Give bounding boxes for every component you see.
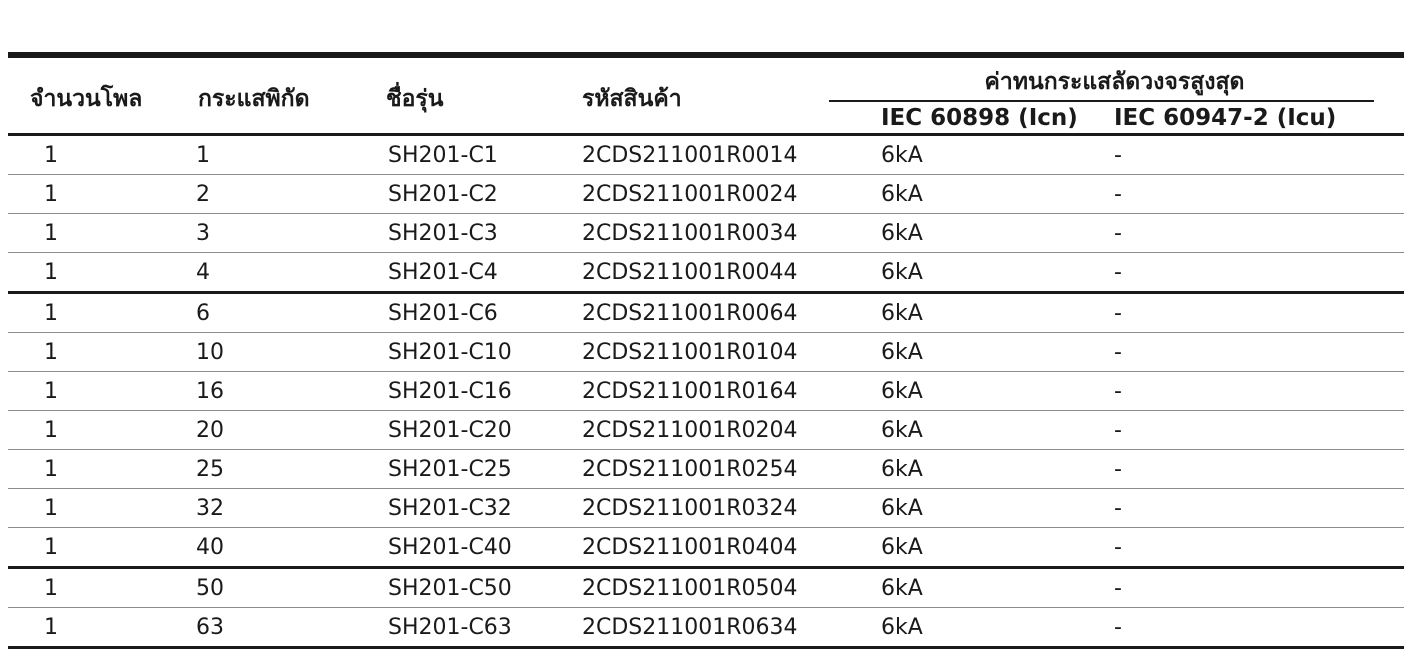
table-row xyxy=(8,333,1404,372)
table-row xyxy=(8,608,1404,648)
cell-icu: - xyxy=(1092,411,1404,450)
table-row xyxy=(8,450,1404,489)
cell-code: 2CDS211001R0634 xyxy=(562,608,825,648)
cell-icn: 6kA xyxy=(825,293,1092,333)
cell-icu: - xyxy=(1092,489,1404,528)
cell-icu: - xyxy=(1092,293,1404,333)
table-row xyxy=(8,411,1404,450)
cell-poles: 1 xyxy=(8,608,188,648)
cell-icn: 6kA xyxy=(825,608,1092,648)
header-model: ชื่อรุ่น xyxy=(386,85,444,112)
table-row xyxy=(8,214,1404,253)
cell-poles: 1 xyxy=(8,568,188,608)
cell-icu: - xyxy=(1092,214,1404,253)
cell-icn: 6kA xyxy=(825,214,1092,253)
cell-icn: 6kA xyxy=(825,568,1092,608)
cell-poles: 1 xyxy=(8,253,188,293)
header-iec-60947: IEC 60947-2 (Icu) xyxy=(1114,104,1337,131)
cell-current: 40 xyxy=(188,528,376,568)
header-iec-60898: IEC 60898 (Icn) xyxy=(881,104,1078,131)
cell-model: SH201-C20 xyxy=(376,411,562,450)
table-row xyxy=(8,175,1404,214)
product-spec-table xyxy=(8,52,1404,649)
cell-icn: 6kA xyxy=(825,450,1092,489)
cell-code: 2CDS211001R0164 xyxy=(562,372,825,411)
cell-poles: 1 xyxy=(8,214,188,253)
cell-poles: 1 xyxy=(8,450,188,489)
cell-icn: 6kA xyxy=(825,528,1092,568)
cell-code: 2CDS211001R0324 xyxy=(562,489,825,528)
cell-current: 50 xyxy=(188,568,376,608)
cell-poles: 1 xyxy=(8,175,188,214)
table-row xyxy=(8,135,1404,175)
cell-current: 25 xyxy=(188,450,376,489)
cell-icu: - xyxy=(1092,135,1404,175)
cell-poles: 1 xyxy=(8,135,188,175)
cell-poles: 1 xyxy=(8,489,188,528)
cell-code: 2CDS211001R0254 xyxy=(562,450,825,489)
table-row xyxy=(8,528,1404,568)
cell-icn: 6kA xyxy=(825,372,1092,411)
table-row xyxy=(8,253,1404,293)
cell-icu: - xyxy=(1092,372,1404,411)
cell-icu: - xyxy=(1092,175,1404,214)
cell-model: SH201-C4 xyxy=(376,253,562,293)
cell-model: SH201-C32 xyxy=(376,489,562,528)
cell-model: SH201-C40 xyxy=(376,528,562,568)
cell-code: 2CDS211001R0044 xyxy=(562,253,825,293)
cell-model: SH201-C1 xyxy=(376,135,562,175)
table-body xyxy=(8,135,1404,648)
cell-poles: 1 xyxy=(8,293,188,333)
header-breaking-capacity-group xyxy=(825,55,1404,102)
header-poles: จำนวนโพล xyxy=(30,85,143,112)
table-header xyxy=(8,55,1404,135)
cell-model: SH201-C6 xyxy=(376,293,562,333)
cell-current: 63 xyxy=(188,608,376,648)
cell-icn: 6kA xyxy=(825,333,1092,372)
cell-model: SH201-C63 xyxy=(376,608,562,648)
cell-icu: - xyxy=(1092,450,1404,489)
table-row xyxy=(8,568,1404,608)
table-row xyxy=(8,489,1404,528)
cell-current: 20 xyxy=(188,411,376,450)
cell-current: 16 xyxy=(188,372,376,411)
cell-poles: 1 xyxy=(8,411,188,450)
cell-code: 2CDS211001R0024 xyxy=(562,175,825,214)
cell-poles: 1 xyxy=(8,333,188,372)
cell-icn: 6kA xyxy=(825,253,1092,293)
cell-current: 2 xyxy=(188,175,376,214)
header-product-code: รหัสสินค้า xyxy=(582,85,682,112)
cell-code: 2CDS211001R0404 xyxy=(562,528,825,568)
cell-current: 10 xyxy=(188,333,376,372)
cell-code: 2CDS211001R0014 xyxy=(562,135,825,175)
cell-poles: 1 xyxy=(8,372,188,411)
cell-code: 2CDS211001R0064 xyxy=(562,293,825,333)
cell-icn: 6kA xyxy=(825,489,1092,528)
cell-icu: - xyxy=(1092,528,1404,568)
cell-model: SH201-C50 xyxy=(376,568,562,608)
cell-icn: 6kA xyxy=(825,135,1092,175)
cell-model: SH201-C10 xyxy=(376,333,562,372)
header-rated-current: กระแสพิกัด xyxy=(198,85,310,112)
cell-code: 2CDS211001R0034 xyxy=(562,214,825,253)
cell-current: 4 xyxy=(188,253,376,293)
cell-code: 2CDS211001R0104 xyxy=(562,333,825,372)
cell-code: 2CDS211001R0504 xyxy=(562,568,825,608)
cell-current: 3 xyxy=(188,214,376,253)
cell-current: 32 xyxy=(188,489,376,528)
cell-icu: - xyxy=(1092,608,1404,648)
cell-current: 1 xyxy=(188,135,376,175)
cell-model: SH201-C3 xyxy=(376,214,562,253)
header-breaking-capacity-label: ค่าทนกระแสลัดวงจรสูงสุด xyxy=(984,69,1245,95)
cell-model: SH201-C16 xyxy=(376,372,562,411)
table-row xyxy=(8,372,1404,411)
cell-current: 6 xyxy=(188,293,376,333)
cell-model: SH201-C25 xyxy=(376,450,562,489)
cell-icn: 6kA xyxy=(825,175,1092,214)
cell-code: 2CDS211001R0204 xyxy=(562,411,825,450)
cell-icu: - xyxy=(1092,568,1404,608)
table-row xyxy=(8,293,1404,333)
cell-model: SH201-C2 xyxy=(376,175,562,214)
cell-icn: 6kA xyxy=(825,411,1092,450)
cell-poles: 1 xyxy=(8,528,188,568)
cell-icu: - xyxy=(1092,333,1404,372)
cell-icu: - xyxy=(1092,253,1404,293)
header-group-divider xyxy=(829,100,1374,102)
